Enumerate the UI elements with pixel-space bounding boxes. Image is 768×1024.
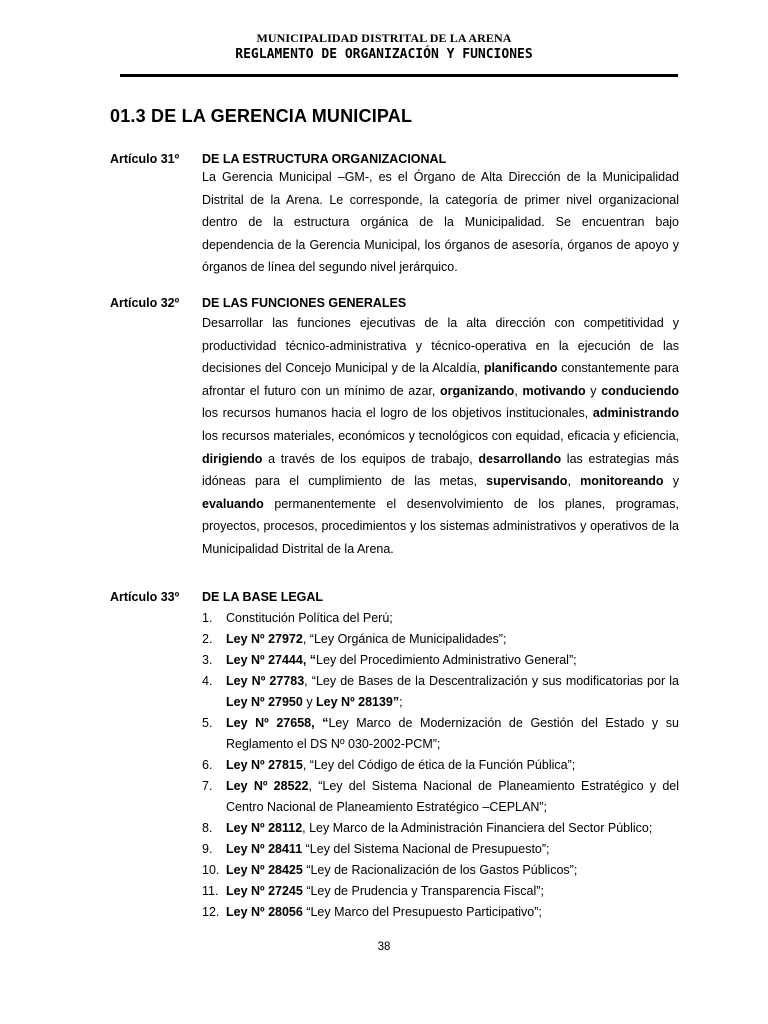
law-item-4 xyxy=(202,671,679,713)
header-regulation-title: REGLAMENTO DE ORGANIZACIÓN Y FUNCIONES xyxy=(235,47,533,62)
law-number: 1. xyxy=(202,611,213,625)
text-segment: Desarrollar las funciones ejecutivas de la alta dirección con competitividad y productividad técnico-administrativa y técnico-operativa en la ejecución de las decisiones del Concejo Municipal y de la Alcaldía, xyxy=(202,316,679,376)
law-ref: Ley Nº 28411 xyxy=(226,842,303,856)
article-31-title: DE LA ESTRUCTURA ORGANIZACIONAL xyxy=(202,152,447,166)
law-item-12 xyxy=(202,902,679,923)
section-title: 01.3 DE LA GERENCIA MUNICIPAL xyxy=(110,106,413,126)
article-32-label: Artículo 32º xyxy=(110,296,180,310)
law-number: 11. xyxy=(202,884,219,898)
law-ref: Ley Nº 28425 xyxy=(226,863,303,877)
emphasis-motivando: motivando xyxy=(522,383,586,398)
emphasis-supervisando: supervisando xyxy=(486,474,568,489)
text-segment: a través de los equipos de trabajo, xyxy=(262,451,479,466)
law-text: y xyxy=(302,695,317,709)
emphasis-planificando: planificando xyxy=(483,361,558,376)
law-text: , “Ley del Código de ética de la Función Pública”; xyxy=(302,758,576,772)
law-ref: Ley Nº 28522 xyxy=(226,779,309,793)
law-number: 6. xyxy=(202,758,213,772)
law-number: 10. xyxy=(202,863,220,877)
law-number: 7. xyxy=(202,779,213,793)
law-item-2 xyxy=(202,629,679,650)
law-text: , Ley Marco de la Administración Financiera del Sector Público; xyxy=(302,821,653,835)
text-segment: y xyxy=(663,474,679,489)
law-number: 8. xyxy=(202,821,213,835)
emphasis-administrando: administrando xyxy=(592,406,679,421)
law-ref: Ley Nº 27444, “ xyxy=(226,653,317,667)
law-text: ; xyxy=(399,695,403,709)
text-segment: los recursos materiales, económicos y tecnológicos con equidad, eficacia y eficiencia, xyxy=(202,428,679,443)
text-segment: , xyxy=(567,474,581,489)
law-item-10 xyxy=(202,860,679,881)
article-31-paragraph: La Gerencia Municipal –GM-, es el Órgano de Alta Dirección de la Municipalidad Distrital de la Arena. Le corresponde, la categoría de primer nivel organizacional dentro de la estructura orgánica de la Municipalidad. Se encuentran bajo dependencia de la Gerencia Municipal, los órganos de asesoría, órganos de apoyo y órganos de línea del segundo nivel jerárquico. xyxy=(202,170,679,275)
emphasis-dirigiendo: dirigiendo xyxy=(202,451,263,466)
law-item-5 xyxy=(202,713,679,755)
text-segment: los recursos humanos hacia el logro de los objetivos institucionales, xyxy=(202,406,593,421)
law-ref: Ley Nº 27658, “ xyxy=(226,716,329,730)
law-number: 2. xyxy=(202,632,213,646)
text-segment: , xyxy=(514,383,523,398)
law-ref: Ley Nº 27783 xyxy=(226,674,305,688)
law-ref: Ley Nº 27815 xyxy=(226,758,303,772)
emphasis-monitoreando: monitoreando xyxy=(580,474,664,489)
article-31-label: Artículo 31º xyxy=(110,152,180,166)
law-ref: Ley Nº 27972 xyxy=(226,632,303,646)
law-item-8 xyxy=(202,818,679,839)
text-segment: y xyxy=(585,383,602,398)
law-number: 12. xyxy=(202,905,220,919)
text-segment: permanentemente el desenvolvimiento de los planes, programas, proyectos, procesos, procedimientos y los sistemas administrativos y operativos de la Municipalidad Distrital de la Arena. xyxy=(202,496,679,556)
law-ref: Ley Nº 27950 xyxy=(226,695,303,709)
law-number: 9. xyxy=(202,842,213,856)
law-item-6 xyxy=(202,755,679,776)
emphasis-conduciendo: conduciendo xyxy=(601,383,679,398)
law-text: , “Ley del Sistema Nacional de Planeamiento Estratégico y del Centro Nacional de Planeamiento Estratégico –CEPLAN”; xyxy=(226,779,680,814)
article-32-text xyxy=(202,312,679,561)
law-text: “Ley de Prudencia y Transparencia Fiscal”; xyxy=(302,884,544,898)
law-text: Constitución Política del Perú; xyxy=(226,611,393,625)
text-segment: las estrategias más idóneas para el cumplimiento de las metas, xyxy=(202,451,679,489)
law-text: “Ley del Sistema Nacional de Presupuesto”; xyxy=(302,842,550,856)
law-item-9 xyxy=(202,839,679,860)
law-number: 5. xyxy=(202,716,213,730)
article-31-text xyxy=(202,166,679,279)
text-segment: constantemente para afrontar el futuro con un mínimo de azar, xyxy=(202,361,679,398)
article-32-paragraph xyxy=(202,312,679,561)
emphasis-evaluando: evaluando xyxy=(202,496,264,511)
law-number: 4. xyxy=(202,674,213,688)
law-ref: Ley Nº 28056 xyxy=(226,905,303,919)
page-number: 38 xyxy=(377,941,391,953)
law-item-11 xyxy=(202,881,679,902)
law-text: “Ley de Racionalización de los Gastos Públicos”; xyxy=(302,863,578,877)
law-text: , “Ley de Bases de la Descentralización y sus modificatorias por la xyxy=(304,674,679,688)
article-32-title: DE LAS FUNCIONES GENERALES xyxy=(202,296,407,310)
header-municipality: MUNICIPALIDAD DISTRITAL DE LA ARENA xyxy=(256,31,512,45)
law-text: Ley Marco de Modernización de Gestión del Estado y su Reglamento el DS Nº 030-2002-PCM”; xyxy=(226,716,679,751)
article-33-title: DE LA BASE LEGAL xyxy=(202,590,324,604)
law-ref: Ley Nº 28139” xyxy=(316,695,400,709)
emphasis-organizando: organizando xyxy=(440,383,515,398)
article-33-label: Artículo 33º xyxy=(110,590,180,604)
law-item-7 xyxy=(202,776,679,818)
header-rule xyxy=(120,74,678,77)
legal-basis-list xyxy=(202,608,679,923)
law-text: “Ley Marco del Presupuesto Participativo”; xyxy=(302,905,542,919)
law-item-1 xyxy=(202,608,679,629)
law-text: Ley del Procedimiento Administrativo General”; xyxy=(316,653,577,667)
emphasis-desarrollando: desarrollando xyxy=(478,451,562,466)
law-ref: Ley Nº 28112 xyxy=(226,821,303,835)
law-number: 3. xyxy=(202,653,213,667)
law-ref: Ley Nº 27245 xyxy=(226,884,303,898)
law-item-3 xyxy=(202,650,679,671)
law-text: , “Ley Orgánica de Municipalidades”; xyxy=(302,632,507,646)
